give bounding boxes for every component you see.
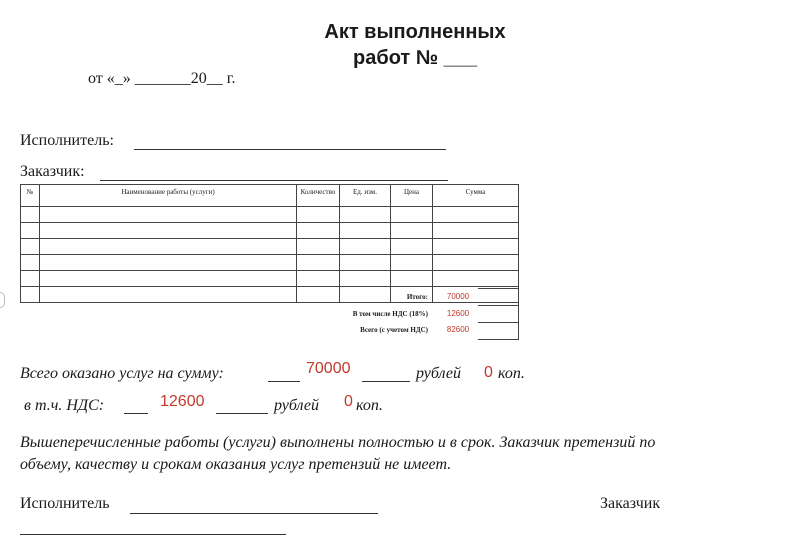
table-cell[interactable] (297, 255, 340, 271)
column-header-name: Наименование работы (услуги) (40, 185, 297, 207)
table-row (21, 223, 519, 239)
column-header-sum: Сумма (433, 185, 519, 207)
summary-vat-line-a (124, 413, 148, 414)
table-cell[interactable] (297, 271, 340, 287)
summary-total-line-a (268, 381, 300, 382)
summary-vat-prefix: в т.ч. НДС: (24, 397, 105, 414)
table-row (21, 271, 519, 287)
table-cell[interactable] (391, 239, 433, 255)
table-cell[interactable] (40, 271, 297, 287)
table-cell[interactable] (40, 223, 297, 239)
table-cell[interactable] (433, 255, 519, 271)
table-cell[interactable] (297, 239, 340, 255)
column-header-unit: Ед. изм. (340, 185, 391, 207)
vat-value[interactable]: 12600 (446, 309, 470, 318)
summary-vat-kop: коп. (356, 397, 383, 414)
document-title-line2: работ № ___ (353, 47, 477, 69)
summary-total-amount[interactable]: 70000 (306, 360, 351, 377)
total-label: Итого: (406, 293, 428, 301)
table-cell[interactable] (391, 223, 433, 239)
column-header-price: Цена (391, 185, 433, 207)
summary-vat-amount[interactable]: 12600 (160, 393, 205, 410)
table-cell[interactable] (40, 239, 297, 255)
signature-customer-line[interactable] (20, 534, 286, 535)
signature-executor-line[interactable] (130, 513, 378, 514)
table-cell[interactable] (21, 239, 40, 255)
grand-total-label: Всего (с учетом НДС) (360, 326, 428, 334)
column-header-quantity: Количество (297, 185, 340, 207)
table-cell[interactable] (297, 223, 340, 239)
table-cell[interactable] (21, 287, 40, 303)
total-box (478, 288, 519, 306)
table-cell[interactable] (297, 207, 340, 223)
customer-name-line[interactable] (100, 180, 448, 181)
table-cell[interactable] (40, 287, 297, 303)
executor-label: Исполнитель: (20, 132, 114, 149)
executor-name-line[interactable] (134, 149, 446, 150)
table-cell[interactable] (391, 271, 433, 287)
table-row (21, 239, 519, 255)
page-edge-marker (0, 292, 5, 308)
table-cell[interactable] (433, 207, 519, 223)
table-cell[interactable] (340, 271, 391, 287)
table-cell[interactable] (433, 239, 519, 255)
table-header-row (21, 185, 519, 207)
table-cell[interactable] (391, 255, 433, 271)
signature-executor-label: Исполнитель (20, 495, 110, 512)
summary-total-kop: коп. (498, 365, 525, 382)
table-cell[interactable] (40, 255, 297, 271)
table-cell[interactable] (21, 223, 40, 239)
table-cell[interactable] (340, 223, 391, 239)
summary-vat-kop-value[interactable]: 0 (344, 393, 353, 410)
statement-line1: Вышеперечисленные работы (услуги) выполнены полностью и в срок. Заказчик претензий по (20, 434, 656, 451)
vat-label: В том числе НДС (18%) (352, 310, 428, 318)
table-cell[interactable] (391, 207, 433, 223)
date-line: от «_» _______20__ г. (88, 70, 236, 87)
statement-line2: объему, качеству и срокам оказания услуг претензий не имеет. (20, 456, 452, 473)
table-cell[interactable] (340, 239, 391, 255)
works-table (20, 184, 519, 303)
table-cell[interactable] (340, 255, 391, 271)
summary-total-kop-value[interactable]: 0 (484, 364, 493, 381)
table-cell[interactable] (40, 207, 297, 223)
summary-vat-line-b (216, 413, 268, 414)
grand-total-value[interactable]: 82600 (446, 325, 470, 334)
grand-total-box (478, 322, 519, 340)
summary-total-rub: рублей (416, 365, 462, 382)
table-cell[interactable] (433, 271, 519, 287)
total-value[interactable]: 70000 (446, 292, 470, 301)
table-cell[interactable] (21, 207, 40, 223)
table-cell[interactable] (21, 271, 40, 287)
summary-vat-rub: рублей (274, 397, 320, 414)
customer-label: Заказчик: (20, 163, 85, 180)
summary-total-line-b (362, 381, 410, 382)
table-cell[interactable] (21, 255, 40, 271)
signature-customer-label: Заказчик (600, 495, 661, 512)
column-header-number: № (21, 185, 40, 207)
vat-box (478, 305, 519, 323)
table-row (21, 255, 519, 271)
summary-total-prefix: Всего оказано услуг на сумму: (20, 365, 224, 382)
table-cell[interactable] (340, 207, 391, 223)
table-cell[interactable] (433, 223, 519, 239)
document-title-line1: Акт выполненных (324, 21, 506, 43)
table-row (21, 207, 519, 223)
